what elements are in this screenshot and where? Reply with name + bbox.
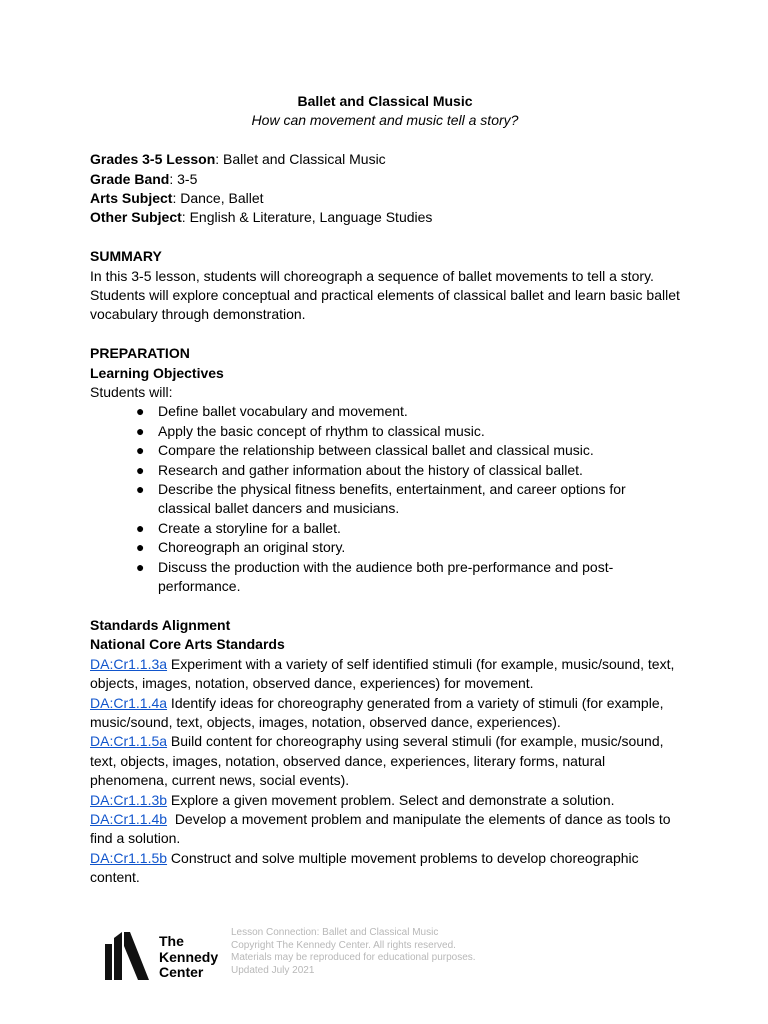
- bullet-icon: ●: [136, 422, 145, 439]
- list-item: [90, 519, 680, 538]
- footer-meta: [231, 927, 476, 977]
- preparation-heading: PREPARATION: [90, 345, 190, 362]
- footer-line: Materials may be reproduced for educational purposes.: [231, 952, 476, 963]
- standard-item: [90, 791, 680, 810]
- objective-text: Describe the physical fitness benefits, entertainment, and career options for classical ballet dancers and musicians.: [158, 481, 626, 517]
- spacer: [90, 325, 680, 344]
- summary-text: In this 3-5 lesson, students will choreograph a sequence of ballet movements to tell a story. Students will explore conceptual and practical elements of classical ballet and learn basic ballet vocabulary through demonstration.: [90, 267, 680, 323]
- bullet-icon: ●: [136, 403, 145, 420]
- standard-item: [90, 810, 680, 849]
- objectives-heading: Learning Objectives: [90, 364, 224, 381]
- logo-wordmark: [159, 934, 218, 981]
- meta-grade-lesson: [90, 150, 680, 169]
- page-title: Ballet and Classical Music: [297, 93, 473, 109]
- spacer: [90, 597, 680, 616]
- standards-heading: Standards Alignment: [90, 616, 231, 633]
- meta-grade-band: [90, 170, 680, 189]
- standard-link[interactable]: DA:Cr1.1.3a: [90, 655, 168, 672]
- standard-text: Identify ideas for choreography generated from a variety of stimuli (for example, music/sound, text, objects, images, notation, observed dance, experiences).: [90, 694, 664, 730]
- objective-text: Choreograph an original story.: [158, 539, 346, 556]
- standard-item: [90, 694, 680, 733]
- objective-text: Research and gather information about the history of classical ballet.: [158, 461, 583, 478]
- standard-text: Experiment with a variety of self identified stimuli (for example, music/sound, text, objects, images, notation, observed dance, experiences) for movement.: [90, 655, 675, 692]
- footer-line: Updated July 2021: [231, 964, 315, 976]
- document-body: [90, 92, 680, 888]
- objective-text: Compare the relationship between classical ballet and classical music.: [158, 442, 594, 459]
- logo-line: The: [159, 933, 184, 949]
- meta-value: : English & Literature, Language Studies: [181, 209, 433, 226]
- meta-label: Arts Subject: [90, 190, 173, 207]
- spacer: [90, 228, 680, 247]
- list-item: [90, 402, 680, 421]
- standards-subheading: National Core Arts Standards: [90, 636, 285, 653]
- standard-item: [90, 655, 680, 694]
- objectives-list: [90, 402, 680, 596]
- meta-label: Grades 3-5 Lesson: [90, 151, 216, 168]
- list-item: [90, 422, 680, 441]
- bullet-icon: ●: [136, 539, 145, 556]
- meta-arts-subject: [90, 189, 680, 208]
- list-item: [90, 461, 680, 480]
- bullet-icon: ●: [136, 558, 145, 575]
- meta-value: : 3-5: [169, 170, 198, 187]
- objective-text: Define ballet vocabulary and movement.: [158, 403, 408, 420]
- standard-link[interactable]: DA:Cr1.1.4a: [90, 694, 168, 711]
- meta-value: : Ballet and Classical Music: [215, 151, 386, 168]
- page-subtitle: How can movement and music tell a story?: [251, 112, 519, 129]
- kennedy-center-logo: [105, 930, 225, 982]
- objective-text: Discuss the production with the audience both pre-performance and post-performance.: [158, 558, 614, 595]
- bullet-icon: ●: [136, 461, 145, 478]
- bullet-icon: ●: [136, 442, 145, 459]
- meta-label: Grade Band: [90, 170, 170, 187]
- standard-text: Construct and solve multiple movement problems to develop choreographic content.: [90, 849, 639, 886]
- standard-item: [90, 849, 680, 888]
- logo-line: Kennedy: [159, 948, 219, 965]
- footer-line: Copyright The Kennedy Center. All rights reserved.: [231, 939, 456, 951]
- bullet-icon: ●: [136, 481, 145, 498]
- standard-link[interactable]: DA:Cr1.1.5a: [90, 733, 168, 750]
- meta-other-subject: [90, 208, 680, 227]
- objective-text: Apply the basic concept of rhythm to classical music.: [158, 422, 485, 439]
- standard-link[interactable]: DA:Cr1.1.3b: [90, 791, 168, 808]
- logo-line: Center: [159, 964, 204, 980]
- meta-label: Other Subject: [90, 209, 182, 226]
- standard-text: Develop a movement problem and manipulate the elements of dance as tools to find a solution.: [90, 810, 675, 847]
- footer-line: Lesson Connection: Ballet and Classical Music: [231, 927, 439, 938]
- list-item: [90, 441, 680, 460]
- bullet-icon: ●: [136, 519, 145, 536]
- meta-value: : Dance, Ballet: [172, 190, 264, 207]
- kennedy-center-mark-icon: [105, 930, 151, 982]
- summary-heading: SUMMARY: [90, 248, 162, 265]
- list-item: [90, 558, 680, 597]
- objective-text: Create a storyline for a ballet.: [158, 519, 341, 536]
- standard-link[interactable]: DA:Cr1.1.4b: [90, 810, 168, 827]
- list-item: [90, 538, 680, 557]
- standard-text: Build content for choreography using several stimuli (for example, music/sound, text, objects, images, notation, observed dance, experiences, literary forms, natural phenomena, current news, social events).: [90, 733, 664, 789]
- standard-item: [90, 732, 680, 790]
- standard-link[interactable]: DA:Cr1.1.5b: [90, 849, 168, 866]
- spacer: [90, 131, 680, 150]
- standard-text: Explore a given movement problem. Select and demonstrate a solution.: [167, 791, 615, 808]
- list-item: [90, 480, 680, 519]
- objectives-intro: Students will:: [90, 384, 173, 401]
